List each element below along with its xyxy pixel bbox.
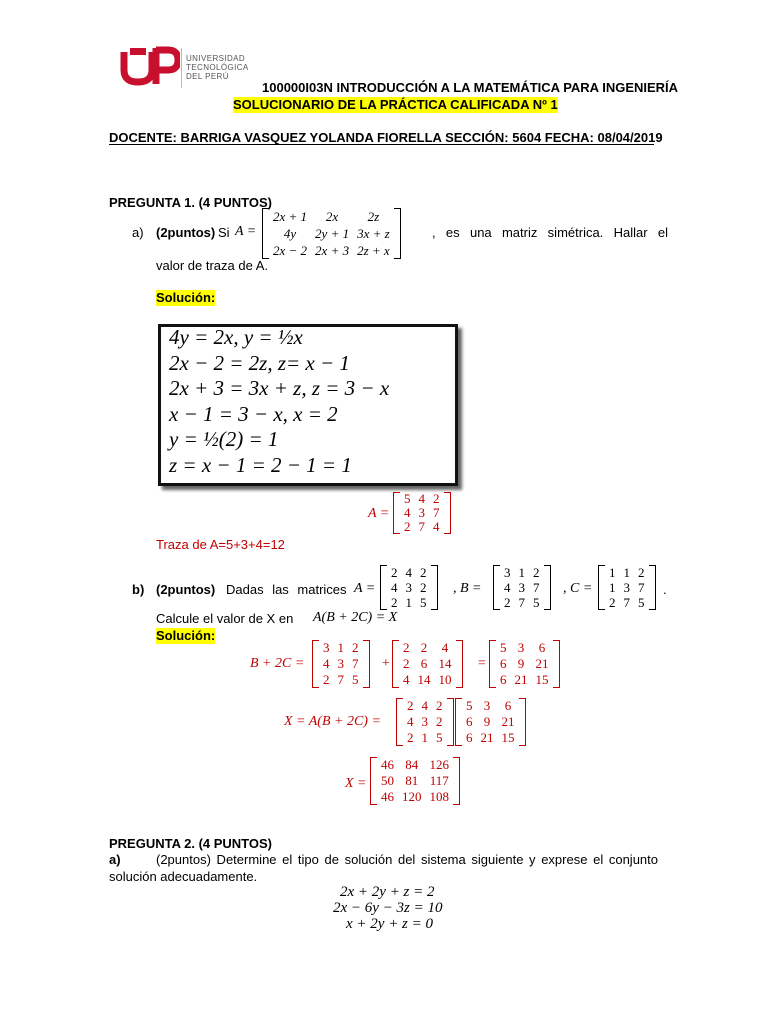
matrix-cell: 3: [421, 714, 428, 729]
item-b-period: .: [663, 582, 667, 597]
item-a-points: (2puntos): [156, 225, 216, 240]
matrix-cell: 21: [514, 672, 528, 687]
x-matrix-sum: [455, 698, 526, 746]
matrix-b-a-lhs: A =: [354, 581, 376, 596]
bracket-right: [363, 640, 370, 688]
final-matrix-x: [370, 757, 460, 805]
matrix-cell: 7: [638, 580, 645, 595]
matrix-cell: 7: [418, 519, 425, 534]
matrix-cell: 2: [433, 491, 440, 506]
matrix-cell: 4y: [283, 226, 297, 241]
matrix-cell: 46: [381, 757, 394, 772]
utp-logo-mark: [118, 44, 180, 88]
matrix-cell: 4: [441, 640, 449, 655]
bracket-right: [553, 640, 560, 688]
matrix-cell: 7: [433, 505, 440, 520]
matrix-cell: 2: [420, 565, 427, 580]
solucion-label-1: Solución:: [156, 290, 216, 305]
step-6: z = x − 1 = 2 − 1 = 1: [169, 452, 352, 477]
bracket-right: [544, 565, 551, 610]
item-a-text-line2: valor de traza de A.: [156, 258, 269, 273]
matrix-a: [262, 208, 401, 259]
matrix-cell: 5: [436, 730, 443, 745]
matrix-cell: 2: [391, 565, 398, 580]
matrix-cell: 4: [405, 565, 412, 580]
system-eq-1: 2x + 2y + z = 2: [340, 884, 435, 900]
traza-result: Traza de A=5+3+4=12: [156, 537, 285, 552]
matrix-cell: 4: [504, 580, 511, 595]
matrix-cell: 21: [535, 656, 549, 671]
matrix-cell: 2: [436, 698, 443, 713]
matrix-cell: 46: [381, 789, 394, 804]
matrix-cell: 2: [352, 640, 359, 655]
pregunta-1-title: PREGUNTA 1. (4 PUNTOS): [109, 195, 273, 210]
matrix-cell: 3: [504, 565, 511, 580]
matrix-cell: 3: [323, 640, 330, 655]
matrix-cell: 1: [405, 595, 412, 610]
solution-steps-box: [158, 324, 458, 486]
matrix-cell: 21: [501, 714, 515, 729]
matrix-cell: 7: [533, 580, 540, 595]
item-a-si: Si: [218, 225, 230, 240]
bracket-right: [394, 208, 401, 259]
matrix-cell: 7: [337, 672, 344, 687]
matrix-b-c-lhs: , C =: [563, 581, 593, 596]
bracket-right: [649, 565, 656, 610]
matrix-cell: 2y + 1: [315, 226, 350, 241]
matrix-cell: 1: [421, 730, 428, 745]
matrix-cell: 15: [535, 672, 549, 687]
matrix-cell: 50: [381, 773, 394, 788]
system-eq-3: x + 2y + z = 0: [346, 916, 434, 932]
matrix-cell: 2x + 3: [315, 243, 350, 258]
matrix-cell: 2: [436, 714, 443, 729]
matrix-cell: 3: [337, 656, 344, 671]
matrix-cell: 10: [438, 672, 452, 687]
matrix-cell: 2x + 1: [273, 209, 308, 224]
matrix-cell: 9: [483, 714, 491, 729]
matrix-cell: 3: [518, 580, 525, 595]
p2-item-a-text-line2: solución adecuadamente.: [109, 869, 258, 884]
p2-item-a-label: a): [109, 852, 121, 867]
solucionario-title: SOLUCIONARIO DE LA PRÁCTICA CALIFICADA Nº 1: [233, 97, 558, 112]
matrix-cell: 1: [337, 640, 344, 655]
final-lhs: X =: [345, 776, 367, 791]
matrix-b-c: [598, 565, 656, 610]
matrix-cell: 6: [420, 656, 428, 671]
matrix-cell: 4: [391, 580, 398, 595]
item-b-label: b): [132, 582, 145, 597]
matrix-cell: 2: [323, 672, 330, 687]
bracket-left: [598, 565, 605, 610]
matrix-cell: 6: [466, 730, 473, 745]
step-2: 2x − 2 = 2z, z= x − 1: [169, 350, 350, 375]
matrix-cell: 5: [466, 698, 473, 713]
matrix-b-b: [493, 565, 551, 610]
matrix-cell: 3: [405, 580, 412, 595]
step-3: 2x + 3 = 3x + z, z = 3 − x: [169, 376, 390, 400]
item-a-label: a): [132, 225, 144, 240]
matrix-b-a: [380, 565, 438, 610]
docente-line: DOCENTE: BARRIGA VASQUEZ YOLANDA FIORELLA SECCIÓN: 5604 FECHA: 08/04/2019: [109, 130, 663, 145]
matrix-cell: 5: [352, 672, 359, 687]
sum-matrix-2c: [392, 640, 463, 688]
bracket-right: [444, 492, 451, 534]
solucion-label-2: Solución:: [156, 628, 216, 643]
matrix-cell: 4: [404, 505, 411, 520]
matrix-cell: 2: [403, 640, 410, 655]
bracket-right: [447, 698, 454, 746]
matrix-cell: 7: [623, 595, 630, 610]
university-line-1: UNIVERSIDAD: [186, 54, 246, 63]
matrix-cell: 3: [483, 698, 491, 713]
matrix-cell: 15: [501, 730, 515, 745]
p2-item-a-text: (2puntos) Determine el tipo de solución del sistema siguiente y exprese el conjunto: [156, 852, 658, 867]
bracket-right: [453, 757, 460, 805]
matrix-cell: 2: [407, 730, 414, 745]
matrix-cell: 1: [609, 580, 616, 595]
matrix-cell: 4: [421, 698, 428, 713]
matrix-cell: 6: [466, 714, 473, 729]
matrix-cell: 2z + x: [357, 243, 390, 258]
sum-plus: +: [381, 656, 391, 671]
matrix-cell: 14: [417, 672, 431, 687]
matrix-cell: 2: [391, 595, 398, 610]
step-4: x − 1 = 3 − x, x = 2: [169, 401, 338, 426]
sum-result-matrix: [489, 640, 560, 688]
logo-divider: [181, 48, 182, 88]
step-5: y = ½(2) = 1: [169, 427, 279, 451]
matrix-cell: 9: [517, 656, 525, 671]
matrix-cell: 5: [420, 595, 427, 610]
bracket-left: [489, 640, 496, 688]
matrix-cell: 4: [407, 714, 414, 729]
calcule-equation: A(B + 2C) = X: [313, 610, 398, 625]
matrix-b-b-lhs: , B =: [453, 581, 482, 596]
matrix-cell: 81: [405, 773, 419, 788]
item-a-text: , es una matriz simétrica. Hallar el: [432, 225, 668, 240]
system-eq-2: 2x − 6y − 3z = 10: [333, 900, 443, 916]
bracket-left: [380, 565, 387, 610]
matrix-cell: 108: [429, 789, 449, 804]
bracket-left: [392, 640, 399, 688]
matrix-cell: 4: [433, 519, 440, 534]
sum-lhs: B + 2C =: [250, 656, 305, 671]
matrix-cell: 2x − 2: [273, 243, 308, 258]
matrix-cell: 5: [404, 491, 411, 506]
matrix-cell: 1: [518, 565, 525, 580]
matrix-cell: 2: [609, 595, 616, 610]
result-a-lhs: A =: [368, 506, 390, 521]
item-b-points: (2puntos): [156, 582, 216, 597]
bracket-left: [312, 640, 319, 688]
utp-logo: [118, 44, 180, 88]
item-b-text: Dadas las matrices: [226, 582, 347, 597]
matrix-cell: 2: [420, 580, 427, 595]
step-1: 4y = 2x, y = ½x: [169, 325, 303, 349]
header-separator: [109, 144, 654, 145]
matrix-cell: 3: [517, 640, 525, 655]
matrix-cell: 2: [504, 595, 511, 610]
sum-equals: =: [477, 656, 487, 671]
matrix-a-lhs: A =: [235, 224, 257, 239]
matrix-cell: 6: [500, 656, 507, 671]
matrix-cell: 1: [623, 565, 630, 580]
bracket-left: [493, 565, 500, 610]
x-product-lhs: X = A(B + 2C) =: [284, 714, 381, 729]
matrix-cell: 5: [533, 595, 540, 610]
matrix-cell: 120: [402, 789, 422, 804]
bracket-right: [519, 698, 526, 746]
matrix-cell: 2: [420, 640, 428, 655]
matrix-cell: 6: [504, 698, 512, 713]
matrix-cell: 3: [623, 580, 630, 595]
matrix-cell: 2x: [325, 209, 339, 224]
bracket-left: [262, 208, 269, 259]
matrix-cell: 7: [352, 656, 359, 671]
matrix-cell: 2: [407, 698, 414, 713]
matrix-cell: 84: [405, 757, 419, 772]
bracket-right: [431, 565, 438, 610]
result-matrix-a: [393, 492, 451, 534]
matrix-cell: 3: [418, 505, 425, 520]
bracket-left: [370, 757, 377, 805]
x-matrix-a: [396, 698, 454, 746]
matrix-cell: 126: [429, 757, 449, 772]
matrix-cell: 117: [429, 773, 449, 788]
matrix-cell: 4: [323, 656, 330, 671]
matrix-cell: 2: [533, 565, 540, 580]
matrix-cell: 2: [403, 656, 410, 671]
matrix-cell: 4: [418, 491, 425, 506]
matrix-cell: 21: [480, 730, 494, 745]
matrix-cell: 2z: [367, 209, 380, 224]
course-title: 100000I03N INTRODUCCIÓN A LA MATEMÁTICA PARA INGENIERÍA: [262, 80, 679, 95]
bracket-left: [396, 698, 403, 746]
calcule-text: Calcule el valor de X en: [156, 611, 294, 626]
university-line-2: TECNOLÓGICA: [186, 63, 249, 72]
matrix-cell: 6: [500, 672, 507, 687]
matrix-cell: 1: [609, 565, 616, 580]
matrix-cell: 4: [403, 672, 410, 687]
matrix-cell: 6: [538, 640, 546, 655]
sum-matrix-b: [312, 640, 370, 688]
matrix-cell: 3x + z: [357, 226, 390, 241]
matrix-cell: 14: [438, 656, 452, 671]
matrix-cell: 2: [404, 519, 411, 534]
bracket-left: [455, 698, 462, 746]
pregunta-2-title: PREGUNTA 2. (4 PUNTOS): [109, 836, 273, 851]
matrix-cell: 5: [638, 595, 645, 610]
matrix-cell: 7: [518, 595, 525, 610]
bracket-left: [393, 492, 400, 534]
matrix-cell: 5: [500, 640, 507, 655]
university-line-3: DEL PERÚ: [186, 72, 229, 81]
matrix-cell: 2: [638, 565, 645, 580]
bracket-right: [456, 640, 463, 688]
